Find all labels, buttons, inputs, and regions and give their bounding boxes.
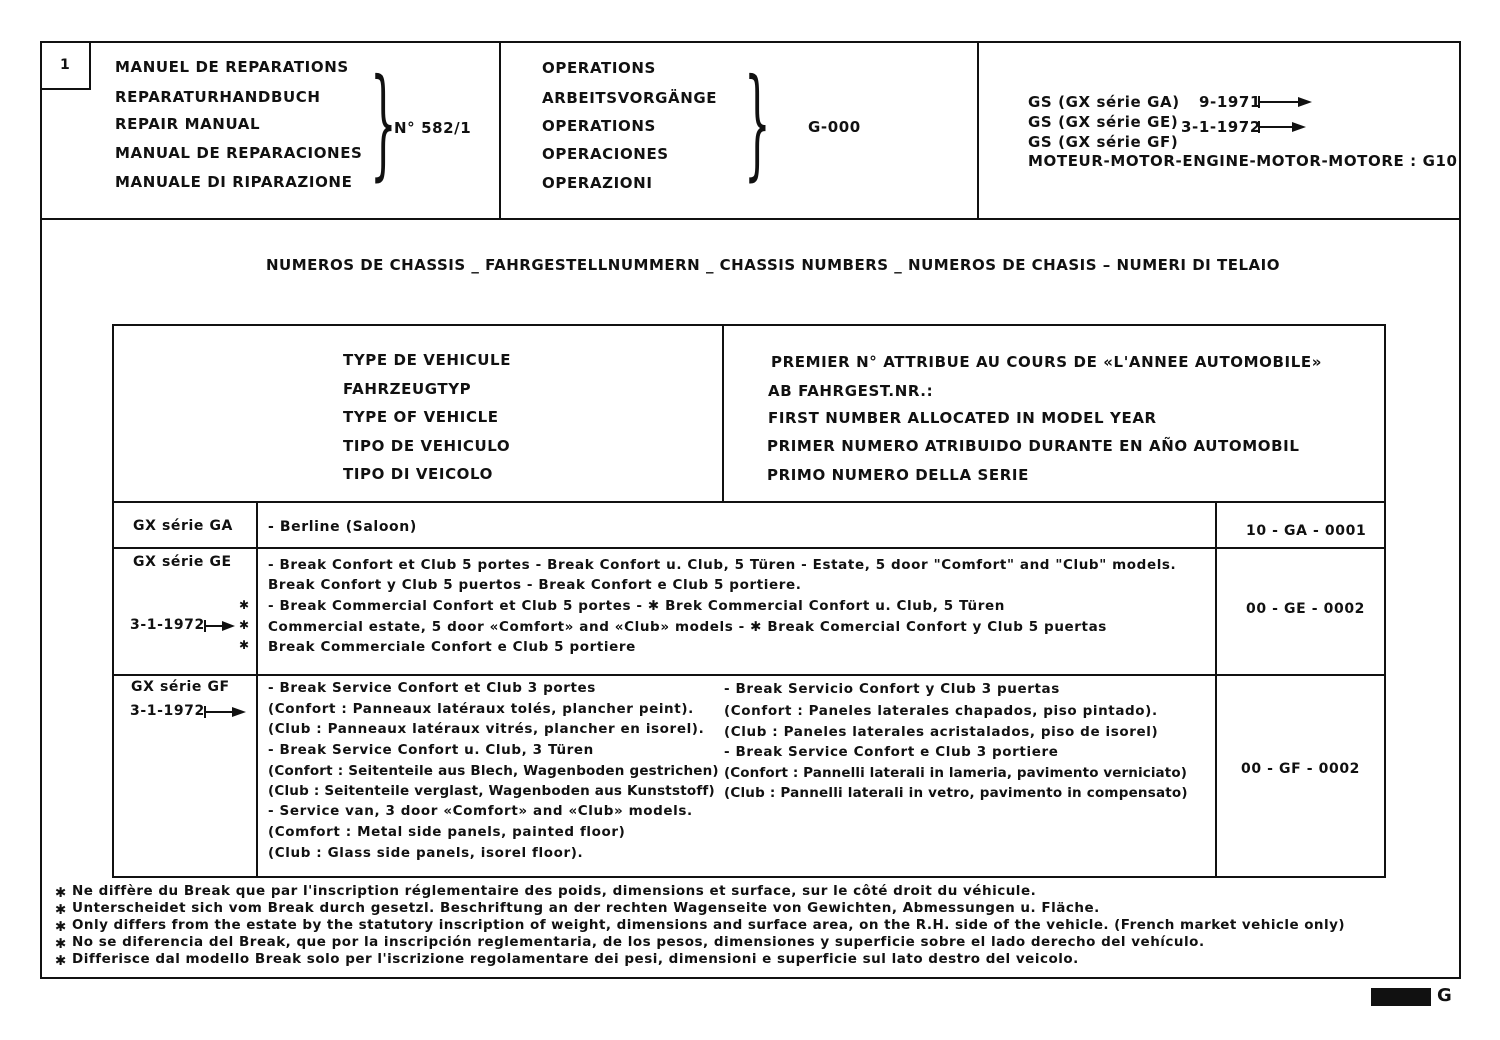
manual-title: REPAIR MANUAL	[115, 115, 261, 133]
asterisk-icon: ✱	[239, 598, 250, 612]
model-label: GS (GX série GF)	[1028, 133, 1179, 151]
head-left-line: TIPO DI VEICOLO	[343, 465, 494, 483]
head-right-line: PREMIER N° ATTRIBUE AU COURS DE «L'ANNEE AUTOMOBILE»	[771, 353, 1323, 371]
model-label: GS (GX série GA)	[1028, 93, 1180, 111]
manual-number: N° 582/1	[394, 119, 472, 137]
manual-title: MANUEL DE REPARATIONS	[115, 58, 349, 76]
row-line: (Club : Pannelli laterali in vetro, pavimento in compensato)	[724, 785, 1188, 801]
operation-title: OPERATIONS	[542, 117, 656, 135]
row-line: (Club : Seitenteile verglast, Wagenboden aus Kunststoff)	[268, 783, 715, 799]
row-date: 3-1-1972	[130, 703, 205, 719]
row-line: (Confort : Panneaux latéraux tolés, plancher peint).	[268, 701, 694, 717]
table-number-divider	[1215, 501, 1217, 878]
model-date: 9-1971	[1199, 93, 1262, 111]
section-title: NUMEROS DE CHASSIS _ FAHRGESTELLNUMMERN _ CHASSIS NUMBERS _ NUMEROS DE CHASIS – NUMERI DI TELAIO	[266, 256, 1280, 274]
row-series: GX série GF	[131, 679, 230, 695]
row-line: - Break Service Confort et Club 3 portes	[268, 680, 596, 696]
row-line: Break Confort y Club 5 puertos - Break Confort e Club 5 portiere.	[268, 577, 802, 593]
row-line: (Confort : Pannelli laterali in lameria, pavimento verniciato)	[724, 765, 1187, 781]
head-left-line: TYPE OF VEHICLE	[343, 408, 499, 426]
operation-code: G-000	[808, 118, 861, 136]
row-date: 3-1-1972	[130, 617, 205, 633]
model-date: 3-1-1972	[1181, 118, 1261, 136]
row-line: (Club : Glass side panels, isorel floor).	[268, 845, 584, 861]
row-line: - Break Servicio Confort y Club 3 puertas	[724, 681, 1060, 697]
operation-title: ARBEITSVORGÄNGE	[542, 89, 718, 107]
table-row-rule	[112, 674, 1386, 676]
head-left-line: TIPO DE VEHICULO	[343, 437, 511, 455]
asterisk-icon: ✱	[55, 919, 67, 935]
table-head-rule	[112, 501, 1386, 503]
manual-title: REPARATURHANDBUCH	[115, 88, 321, 106]
arrow-right-icon	[1258, 94, 1314, 110]
row-line: - Service van, 3 door «Comfort» and «Club» models.	[268, 803, 693, 819]
head-right-line: PRIMO NUMERO DELLA SERIE	[767, 466, 1029, 484]
row-line: (Comfort : Metal side panels, painted floor)	[268, 824, 626, 840]
row-number: 00 - GF - 0002	[1241, 761, 1361, 777]
table-series-divider	[256, 501, 258, 878]
row-line: (Club : Panneaux latéraux vitrés, plancher en isorel).	[268, 721, 705, 737]
arrow-right-icon	[204, 618, 236, 634]
operation-brace-icon: }	[744, 54, 771, 193]
footnote: Differisce dal modello Break solo per l'iscrizione regolamentare dei pesi, dimensioni e superficie sul lato destro del veicolo.	[72, 951, 1079, 967]
row-line: Commercial estate, 5 door «Comfort» and «Club» models - ✱ Break Comercial Confort y Club 5 puertas	[268, 619, 1107, 635]
head-left-line: TYPE DE VEHICULE	[343, 351, 512, 369]
arrow-right-icon	[1258, 119, 1308, 135]
row-series: GX série GA	[133, 518, 233, 534]
row-number: 00 - GE - 0002	[1246, 601, 1366, 617]
page-number: 1	[60, 57, 71, 73]
row-line: (Confort : Paneles laterales chapados, piso pintado).	[724, 703, 1158, 719]
row-line: - Break Service Confort e Club 3 portiere	[724, 744, 1059, 760]
footnote: No se diferencia del Break, que por la inscripción reglementaria, de los pesos, dimensiones y superficie sobre el lado derecho del vehículo.	[72, 934, 1205, 950]
model-label: GS (GX série GE)	[1028, 113, 1179, 131]
engine-label: MOTEUR-MOTOR-ENGINE-MOTOR-MOTORE : G10	[1028, 152, 1458, 170]
asterisk-icon: ✱	[55, 936, 67, 952]
row-line: Break Commerciale Confort e Club 5 portiere	[268, 639, 636, 655]
footnote: Only differs from the estate by the statutory inscription of weight, dimensions and surface area, on the R.H. side of the vehicle. (French market vehicle only)	[72, 917, 1345, 933]
asterisk-icon: ✱	[55, 902, 67, 918]
head-right-line: PRIMER NUMERO ATRIBUIDO DURANTE EN AÑO AUTOMOBIL	[767, 437, 1300, 455]
asterisk-icon: ✱	[239, 618, 250, 632]
row-series: GX série GE	[133, 554, 232, 570]
table-row-rule	[112, 547, 1386, 549]
page-letter: G	[1437, 985, 1453, 1006]
header-divider-1	[499, 41, 501, 219]
operation-title: OPERACIONES	[542, 145, 669, 163]
footnote: Ne diffère du Break que par l'inscription réglementaire des poids, dimensions et surface, sur le côté droit du véhicule.	[72, 883, 1037, 899]
header-divider-2	[977, 41, 979, 219]
asterisk-icon: ✱	[55, 953, 67, 969]
header-bottom-rule	[40, 218, 1461, 220]
row-line: - Break Commercial Confort et Club 5 portes - ✱ Brek Commercial Confort u. Club, 5 Türen	[268, 598, 1005, 614]
arrow-right-icon	[204, 704, 248, 720]
manual-title: MANUAL DE REPARACIONES	[115, 144, 363, 162]
operation-title: OPERATIONS	[542, 59, 656, 77]
head-right-line: FIRST NUMBER ALLOCATED IN MODEL YEAR	[768, 409, 1157, 427]
head-left-line: FAHRZEUGTYP	[343, 380, 472, 398]
page-marker-bar	[1371, 988, 1431, 1006]
manual-brace-icon: }	[370, 54, 397, 193]
asterisk-icon: ✱	[239, 638, 250, 652]
manual-title: MANUALE DI RIPARAZIONE	[115, 173, 353, 191]
row-line: (Club : Paneles laterales acristalados, piso de isorel)	[724, 724, 1159, 740]
head-right-line: AB FAHRGEST.NR.:	[768, 382, 934, 400]
table-head-divider	[722, 324, 724, 502]
row-number: 10 - GA - 0001	[1246, 523, 1367, 539]
row-line: - Break Service Confort u. Club, 3 Türen	[268, 742, 594, 758]
asterisk-icon: ✱	[55, 885, 67, 901]
footnote: Unterscheidet sich vom Break durch gesetzl. Beschriftung an der rechten Wagenseite von Gewichten, Abmessungen u. Fläche.	[72, 900, 1100, 916]
row-line: - Berline (Saloon)	[268, 519, 417, 535]
row-line: (Confort : Seitenteile aus Blech, Wagenboden gestrichen)	[268, 763, 719, 779]
operation-title: OPERAZIONI	[542, 174, 653, 192]
row-line: - Break Confort et Club 5 portes - Break Confort u. Club, 5 Türen - Estate, 5 door "Comfort" and "Club" models.	[268, 557, 1177, 573]
